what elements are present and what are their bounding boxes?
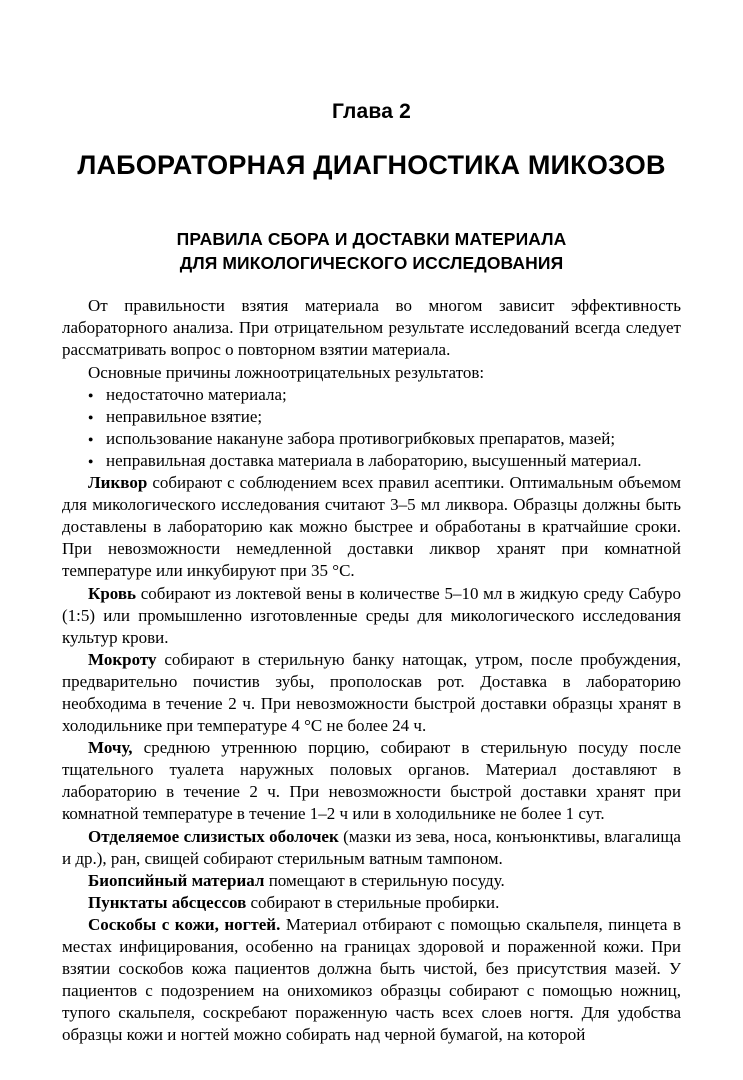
entry-text: Материал отбирают с помощью скальпеля, пинцета в местах инфицирования, особенно на границах здоровой и пораженной кожи. При взятии соскобов кожа пациентов должна быть чистой, без присутствия мазей. У пациентов с подозрением на онихомикоз образцы собирают с помощью ножниц, тупого скальпеля, соскребают пораженную часть всех слоев ногтя. Для удобства образцы кожи и ногтей можно собирать над черной бумагой, на которой xyxy=(62,914,681,1045)
entry-lead: Ликвор xyxy=(88,473,148,493)
paragraph-causes-intro: Основные причины ложноотрицательных результатов: xyxy=(88,362,485,382)
entry-lead: Мокроту xyxy=(88,649,157,669)
entry-lead: Мочу, xyxy=(88,738,133,758)
entry-mocha xyxy=(62,737,681,825)
entry-text: собирают с соблюдением всех правил асептики. Оптимальным объемом для микологического исследования считают 3–5 мл ликвора. Образцы должны быть доставлены в лабораторию как можно быстрее и обработаны в кратчайшие сроки. При невозможности немедленной доставки ликвор хранят при комнатной температуре или инкубируют при 35 °С. xyxy=(62,473,681,581)
list-item: ● неправильная доставка материала в лабораторию, высушенный материал. xyxy=(62,450,681,472)
list-item: ● неправильное взятие; xyxy=(62,406,681,428)
entry-lead: Кровь xyxy=(88,583,137,603)
section-title-line-1: ПРАВИЛА СБОРА И ДОСТАВКИ МАТЕРИАЛА xyxy=(176,229,567,249)
entry-soskoby xyxy=(62,914,681,1047)
chapter-label: Глава 2 xyxy=(331,100,412,123)
entry-text: собирают из локтевой вены в количестве 5–10 мл в жидкую среду Сабуро (1:5) или промышленно изготовленные среды для микологического исследования культур крови. xyxy=(62,583,681,647)
entry-lead: Соскобы с кожи, ногтей. xyxy=(88,914,281,934)
chapter-title: ЛАБОРАТОРНАЯ ДИАГНОСТИКА МИКОЗОВ xyxy=(77,150,666,180)
entry-mokrota xyxy=(62,649,681,737)
list-item: ● недостаточно материала; xyxy=(62,384,681,406)
section-title xyxy=(62,227,681,275)
entry-lead: Биопсийный материал xyxy=(88,870,265,890)
entry-otdelyaemoe xyxy=(62,826,681,870)
entry-lead: Пунктаты абсцессов xyxy=(88,892,247,912)
entry-text: среднюю утреннюю порцию, собирают в стерильную посуду после тщательного туалета наружных половых органов. Материал доставляют в лабораторию в течение 2 ч. При невозможности быстрой доставки хранят при комнатной температуре в течение 1–2 ч или в холодильнике не более 1 сут. xyxy=(62,738,681,824)
entry-lead: Отделяемое слизистых оболочек xyxy=(88,826,339,846)
entry-text: собирают в стерильные пробирки. xyxy=(246,892,500,912)
entry-text: собирают в стерильную банку натощак, утром, после пробуждения, предварительно почистив зубы, прополоскав рот. Доставка в лабораторию необходима в течение 2 ч. При невозможности быстрой доставки образцы хранят в холодильнике при температуре 4 °С не более 24 ч. xyxy=(62,649,681,736)
section-title-line-2: ДЛЯ МИКОЛОГИЧЕСКОГО ИССЛЕДОВАНИЯ xyxy=(179,253,564,274)
entry-likvor xyxy=(62,472,681,582)
entry-krov xyxy=(62,583,681,649)
entry-biopsy xyxy=(62,870,681,892)
paragraph-intro: От правильности взятия материала во многом зависит эффективность лабораторного анализа. При отрицательном результате исследований всегда следует рассматривать вопрос о повторном взятии материала. xyxy=(62,296,681,360)
entry-punktaty xyxy=(62,892,681,914)
list-item: ● использование накануне забора противогрибковых препаратов, мазей; xyxy=(62,428,681,450)
entry-text: (мазки из зева, носа, конъюнктивы, влагалища и др.), ран, свищей собирают стерильным ватным тампоном. xyxy=(62,826,681,868)
entry-text: помещают в стерильную посуду. xyxy=(264,870,505,890)
causes-list xyxy=(62,384,681,472)
